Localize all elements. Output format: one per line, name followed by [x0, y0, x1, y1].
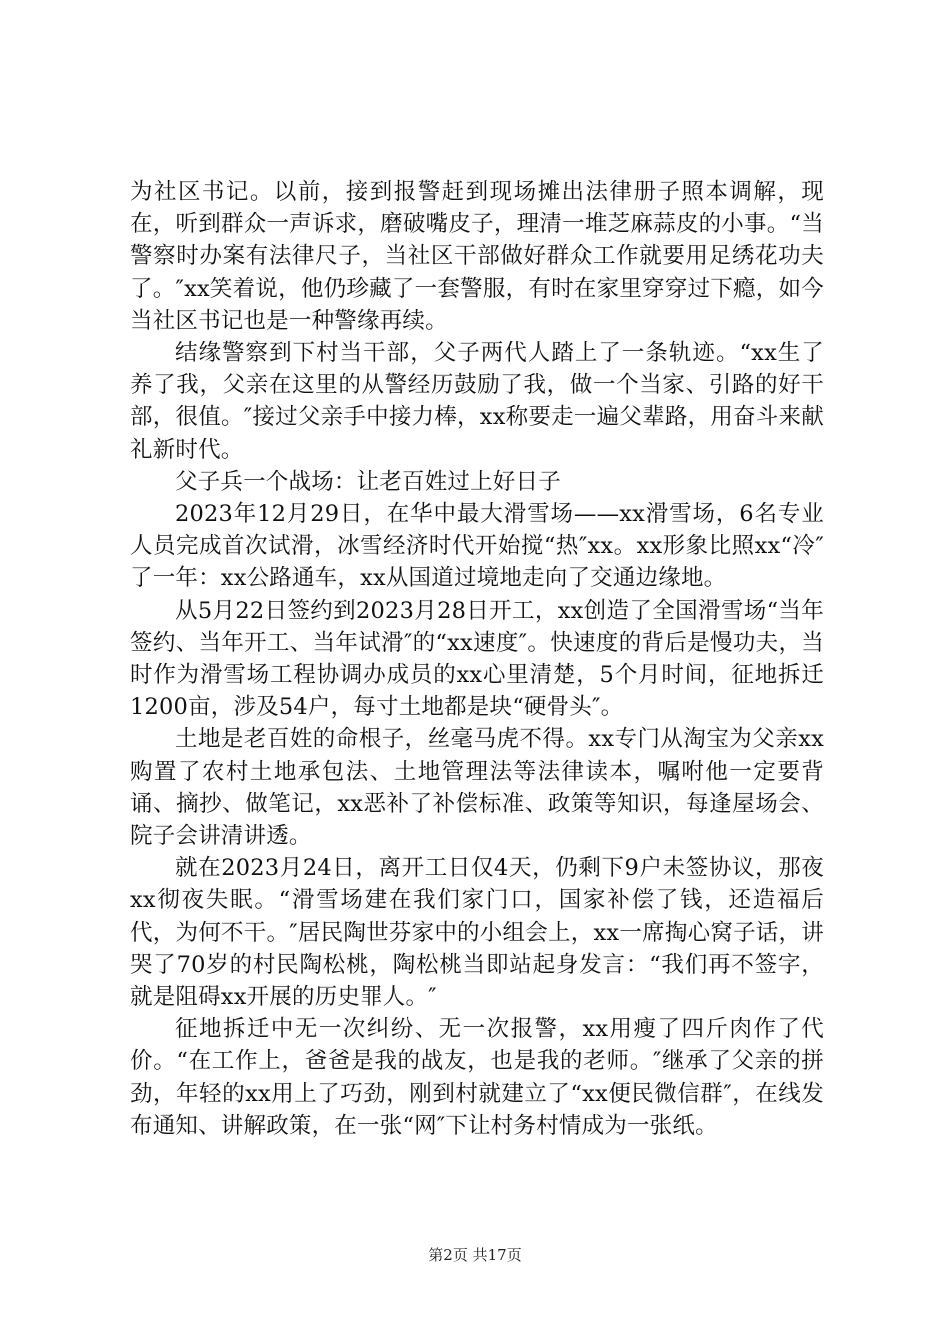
paragraph: 土地是老百姓的命根子，丝毫马虎不得。xx专门从淘宝为父亲xx购置了农村土地承包法、土地管理法等法律读本，嘱咐他一定要背诵、摘抄、做笔记，xx恶补了补偿标准、政策等知识，每逢屋场会、院子会讲清讲透。 [130, 726, 824, 850]
page-number-footer: 第2页 共17页 [428, 1246, 522, 1264]
paragraph-continuation: 为社区书记。以前，接到报警赶到现场摊出法律册子照本调解，现在，听到群众一声诉求，磨破嘴皮子，理清一堆芝麻蒜皮的小事。“当警察时办案有法律尺子，当社区干部做好群众工作就要用足绣花功夫了。″xx笑着说，他仍珍藏了一套警服，有时在家里穿穿过下瘾，如今当社区书记也是一种警缘再续。 [130, 179, 824, 334]
paragraph: 就在2023月24日，离开工日仅4天，仍剩下9户未签协议，那夜xx彻夜失眠。“滑雪场建在我们家门口，国家补偿了钱，还造福后代，为何不干。″居民陶世芬家中的小组会上，xx一席掏心窝子话，讲哭了70岁的村民陶松桃，陶松桃当即站起身发言：“我们再不签字，就是阻碍xx开展的历史罪人。″ [130, 855, 824, 1011]
section-heading: 父子兵一个战场：让老百姓过上好日子 [175, 468, 561, 495]
paragraph: 征地拆迁中无一次纠纷、无一次报警，xx用瘦了四斤肉作了代价。“在工作上，爸爸是我的战友，也是我的老师。″继承了父亲的拼劲，年轻的xx用上了巧劲，刚到村就建立了“xx便民微信群″，在线发布通知、讲解政策，在一张“网″下让村务村情成为一张纸。 [130, 1016, 824, 1139]
paragraph: 2023年12月29日，在华中最大滑雪场——xx滑雪场，6名专业人员完成首次试滑，冰雪经济时代开始搅“热″xx。xx形象比照xx“冷″了一年：xx公路通车，xx从国道过境地走向了交通边缘地。 [130, 501, 824, 592]
paragraph: 从5月22日签约到2023月28日开工，xx创造了全国滑雪场“当年签约、当年开工、当年试滑″的“xx速度″。快速度的背后是慢功夫，当时作为滑雪场工程协调办成员的xx心里清楚，5个月时间，征地拆迁1200亩，涉及54户，每寸土地都是块“硬骨头″。 [130, 597, 824, 721]
paragraph: 结缘警察到下村当干部，父子两代人踏上了一条轨迹。“xx生了养了我，父亲在这里的从警经历鼓励了我，做一个当家、引路的好干部，很值。″接过父亲手中接力棒，xx称要走一遍父辈路，用奋斗来献礼新时代。 [130, 340, 824, 463]
document-body [130, 176, 824, 1142]
